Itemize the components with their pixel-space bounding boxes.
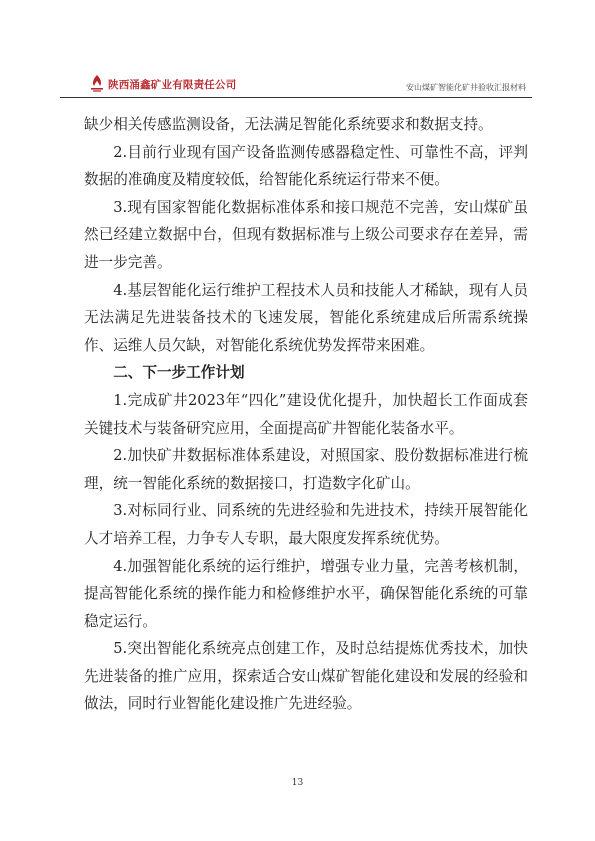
paragraph: 2.目前行业现有国产设备监测传感器稳定性、可靠性不高，评判数据的准确度及精度较低，给智能化系统运行带来不便。 [84, 143, 528, 189]
paragraph: 3.现有国家智能化数据标准体系和接口规范不完善，安山煤矿虽然已经建立数据中台，但现有数据标准与上级公司要求存在差异，需进一步完善。 [84, 198, 528, 271]
company-name: 陕西涌鑫矿业有限责任公司 [108, 79, 237, 91]
plan-item: 5.突出智能化系统亮点创建工作，及时总结提炼优秀技术，加快先进装备的推广应用，探索适合安山煤矿智能化建设和发展的经验和做法，同时行业智能化建设推广先进经验。 [84, 640, 528, 713]
header-divider [60, 97, 532, 98]
document-title: 安山煤矿智能化矿井验收汇报材料 [406, 83, 526, 92]
section-heading: 二、下一步工作计划 [113, 364, 245, 382]
company-logo-icon [90, 74, 104, 92]
paragraph: 缺少相关传感监测设备，无法满足智能化系统要求和数据支持。 [84, 116, 493, 133]
plan-item: 1.完成矿井2023年“四化”建设优化提升，加快超长工作面成套关键技术与装备研究应用，全面提高矿井智能化装备水平。 [84, 391, 528, 437]
page-number: 13 [291, 778, 304, 788]
plan-item: 4.加强智能化系统的运行维护，增强专业力量，完善考核机制，提高智能化系统的操作能力和检修维护水平，确保智能化系统的可靠稳定运行。 [84, 557, 528, 630]
plan-item: 3.对标同行业、同系统的先进经验和先进技术，持续开展智能化人才培养工程，力争专人专职，最大限度发挥系统优势。 [84, 502, 528, 547]
plan-item: 2.加快矿井数据标准体系建设，对照国家、股份数据标准进行梳理，统一智能化系统的数据接口，打造数字化矿山。 [84, 447, 528, 492]
paragraph: 4.基层智能化运行维护工程技术人员和技能人才稀缺，现有人员无法满足先进装备技术的飞速发展，智能化系统建成后所需系统操作、运维人员欠缺，对智能化系统优势发挥带来困难。 [84, 281, 528, 354]
page-body [84, 111, 528, 718]
page-header [60, 68, 532, 98]
